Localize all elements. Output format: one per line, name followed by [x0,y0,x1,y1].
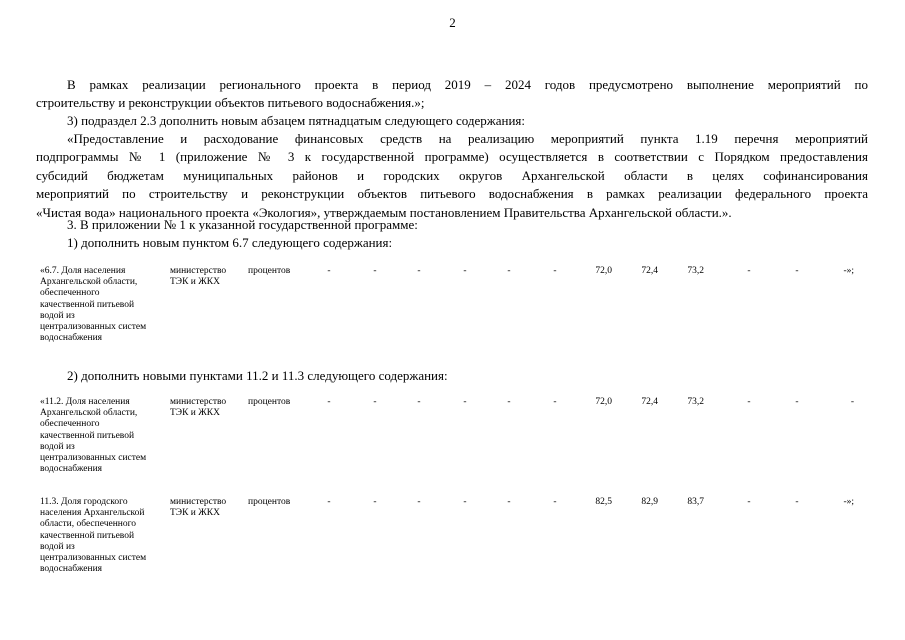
responsible-organization: министерство ТЭК и ЖКХ [170,266,227,288]
unit-of-measure: процентов [248,397,291,407]
year-value: - [507,397,511,407]
unit-of-measure: процентов [248,497,291,507]
year-value: 82,9 [641,497,658,507]
paragraph-line: 3. В приложении № 1 к указанной государственной программе: [67,217,418,232]
responsible-organization: министерство ТЭК и ЖКХ [170,397,227,419]
year-value-last: -»; [843,497,854,507]
year-value-last: -»; [843,266,854,276]
year-value: - [327,397,331,407]
year-value: - [553,397,557,407]
year-value: - [463,497,467,507]
year-value: - [417,266,421,276]
year-value: 73,2 [687,266,704,276]
paragraph-appendix-1 [36,216,868,234]
year-value: 82,5 [595,497,612,507]
year-value: - [507,266,511,276]
year-value: - [507,497,511,507]
year-value: 72,0 [595,397,612,407]
year-value: - [373,397,377,407]
year-value-last: - [850,397,854,407]
year-value: - [795,397,799,407]
year-value: - [327,266,331,276]
indicator-name: «11.2. Доля населения Архангельской области, обеспеченного качественной питьевой водой из централизованных систем водоснабжения [40,397,147,475]
year-value: - [373,266,377,276]
paragraph-line: «Предоставление и расходование финансовых средств на реализацию мероприятий пункта 1.19 перечня мероприятий [67,131,868,146]
year-value: 72,4 [641,266,658,276]
paragraph-items-11-2-11-3 [36,367,868,385]
paragraph-line: 3) подраздел 2.3 дополнить новым абзацем пятнадцатым следующего содержания: [67,113,526,128]
indicator-name: «6.7. Доля населения Архангельской области, обеспеченного качественной питьевой водой из централизованных систем водоснабжения [40,266,147,344]
paragraph-line: подпрограммы № 1 (приложение № 3 к государственной программе) осуществляется в соответствии с Порядком предоставления [36,149,868,165]
paragraph-line: 1) дополнить новым пунктом 6.7 следующего содержания: [67,235,393,250]
responsible-organization: министерство ТЭК и ЖКХ [170,497,227,519]
unit-of-measure: процентов [248,266,291,276]
paragraph-line: «Чистая вода» национального проекта «Экология», утверждаемым постановлением Правительства Архангельской области.». [36,204,732,220]
year-value: 72,0 [595,266,612,276]
paragraph-item-6-7 [36,234,868,252]
paragraph-line: В рамках реализации регионального проекта в период 2019 – 2024 годов предусмотрено выполнение мероприятий по [67,77,868,92]
year-value: - [373,497,377,507]
year-value: - [463,397,467,407]
paragraph-funding-order [36,130,868,222]
year-value: - [795,266,799,276]
page-number: 2 [449,15,456,30]
year-value: - [417,397,421,407]
year-value: 83,7 [687,497,704,507]
paragraph-line: субсидий бюджетам муниципальных районов и городских округов Архангельской области в целях софинансирования [36,167,868,183]
paragraph-line: строительству и реконструкции объектов питьевого водоснабжения.»; [36,95,425,111]
year-value: - [553,497,557,507]
year-value: - [463,266,467,276]
year-value: - [327,497,331,507]
year-value: - [795,497,799,507]
paragraph-project-summary [36,76,868,113]
paragraph-line: 2) дополнить новыми пунктами 11.2 и 11.3 следующего содержания: [67,368,448,383]
year-value: - [747,397,751,407]
year-value: 73,2 [687,397,704,407]
year-value: - [553,266,557,276]
year-value: - [747,266,751,276]
indicator-name: 11.3. Доля городского населения Архангельской области, обеспеченного качественной питьевой водой из централизованных систем водоснабжения [40,497,147,575]
year-value: - [747,497,751,507]
paragraph-line: мероприятий по строительству и реконструкции объектов питьевого водоснабжения в рамках реализации федерального проекта [36,186,868,202]
year-value: - [417,497,421,507]
year-value: 72,4 [641,397,658,407]
paragraph-subsection-2-3 [36,112,868,130]
